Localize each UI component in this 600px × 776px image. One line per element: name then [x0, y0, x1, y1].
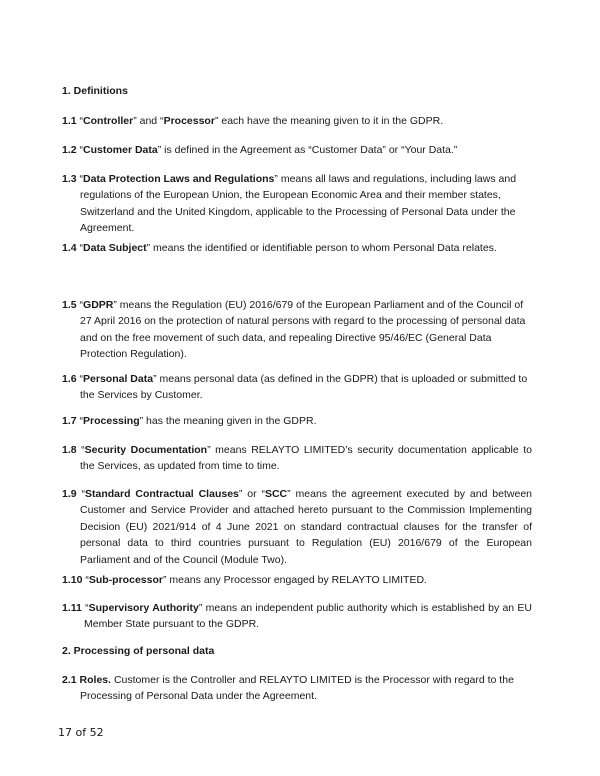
clause-1-10 — [62, 572, 532, 588]
quote-mark: “ — [79, 373, 84, 385]
clause-text: ” has the meaning given in the GDPR. — [139, 415, 317, 427]
defined-term: Security Documentation — [84, 444, 208, 456]
clause-1-9 — [62, 486, 532, 568]
quote-mark: “ — [81, 444, 85, 456]
defined-term: Supervisory Authority — [88, 602, 199, 614]
clause-number: 1.1 — [62, 115, 77, 127]
clause-text: ” or “ — [238, 488, 265, 500]
clause-text: ” is defined in the Agreement as “Customer Data” or “Your Data.” — [157, 144, 458, 156]
clause-text: ” means the agreement executed by and between Customer and Service Provider and attached hereto pursuant to the Commission Implementing Decision (EU) 2021/914 of 4 June 2021 on standard contractual clauses for the transfer of personal data to third countries pursuant to Regulation (EU) 2016/679 of the European Parliament and of the Council (Module Two). — [80, 488, 533, 566]
clause-number: 1.11 — [62, 602, 82, 614]
clause-number: 2.1 — [62, 674, 77, 686]
defined-term: Data Subject — [83, 242, 147, 254]
section-heading-processing: 2. Processing of personal data — [62, 645, 215, 657]
clause-1-2 — [62, 142, 532, 158]
defined-term: Sub-processor — [88, 574, 163, 586]
defined-term: Processor — [163, 115, 215, 127]
defined-term: Customer Data — [83, 144, 158, 156]
clause-number: 1.10 — [62, 574, 83, 586]
clause-text: ” each have the meaning given to it in the GDPR. — [214, 115, 444, 127]
clause-1-1 — [62, 113, 532, 129]
clause-text: ” means any Processor engaged by RELAYTO LIMITED. — [162, 574, 427, 586]
clause-1-6 — [62, 371, 532, 404]
defined-term: Data Protection Laws and Regulations — [83, 173, 275, 185]
defined-term: GDPR — [83, 299, 114, 311]
clause-text: ” means the Regulation (EU) 2016/679 of the European Parliament and of the Council of 27 April 2016 on the protection of natural persons with regard to the processing of personal data and on the free movement of such data, and repealing Directive 95/46/EC (General Data Protection Regulation). — [80, 299, 526, 361]
clause-number: 1.3 — [62, 173, 77, 185]
defined-term: Standard Contractual Clauses — [85, 488, 239, 500]
quote-mark: “ — [79, 144, 84, 156]
clause-number: 1.9 — [62, 488, 77, 500]
clause-number: 1.2 — [62, 144, 77, 156]
quote-mark: “ — [85, 574, 89, 586]
clause-1-11 — [62, 600, 532, 633]
clause-text: ” means the identified or identifiable person to whom Personal Data relates. — [146, 242, 497, 254]
defined-term: Personal Data — [83, 373, 154, 385]
clause-text: ” means an independent public authority which is established by an EU Member State pursuant to the GDPR. — [84, 602, 533, 631]
clause-text: ” and “ — [133, 115, 164, 127]
defined-term: SCC — [264, 488, 288, 500]
quote-mark: “ — [79, 242, 84, 254]
clause-2-1 — [62, 672, 532, 705]
clause-1-8 — [62, 442, 532, 475]
section-heading-definitions: 1. Definitions — [62, 85, 128, 97]
defined-term: Roles. — [79, 674, 112, 686]
clause-1-7 — [62, 413, 532, 429]
quote-mark: “ — [81, 488, 85, 500]
quote-mark: “ — [79, 299, 84, 311]
quote-mark: “ — [79, 415, 84, 427]
clause-number: 1.5 — [62, 299, 77, 311]
defined-term: Controller — [83, 115, 134, 127]
clause-number: 1.8 — [62, 444, 77, 456]
clause-text: ” means RELAYTO LIMITED’s security documentation applicable to the Services, as updated from time to time. — [80, 444, 532, 473]
clause-text: Customer is the Controller and RELAYTO LIMITED is the Processor with regard to the Processing of Personal Data under the Agreement. — [80, 674, 514, 703]
clause-text: ” means personal data (as defined in the GDPR) that is uploaded or submitted to the Services by Customer. — [80, 373, 528, 402]
clause-number: 1.4 — [62, 242, 77, 254]
quote-mark: “ — [85, 602, 89, 614]
clause-text: ” means all laws and regulations, including laws and regulations of the European Union, the European Economic Area and their member states, Switzerland and the United Kingdom, applicable to the Processing of Personal Data under the Agreement. — [80, 173, 517, 235]
quote-mark: “ — [79, 173, 84, 185]
clause-number: 1.6 — [62, 373, 77, 385]
defined-term: Processing — [83, 415, 140, 427]
clause-number: 1.7 — [62, 415, 77, 427]
clause-1-3 — [62, 171, 532, 237]
page-number: 17 of 52 — [58, 726, 104, 739]
quote-mark: “ — [79, 115, 84, 127]
clause-1-5 — [62, 297, 532, 363]
clause-1-4 — [62, 240, 532, 256]
